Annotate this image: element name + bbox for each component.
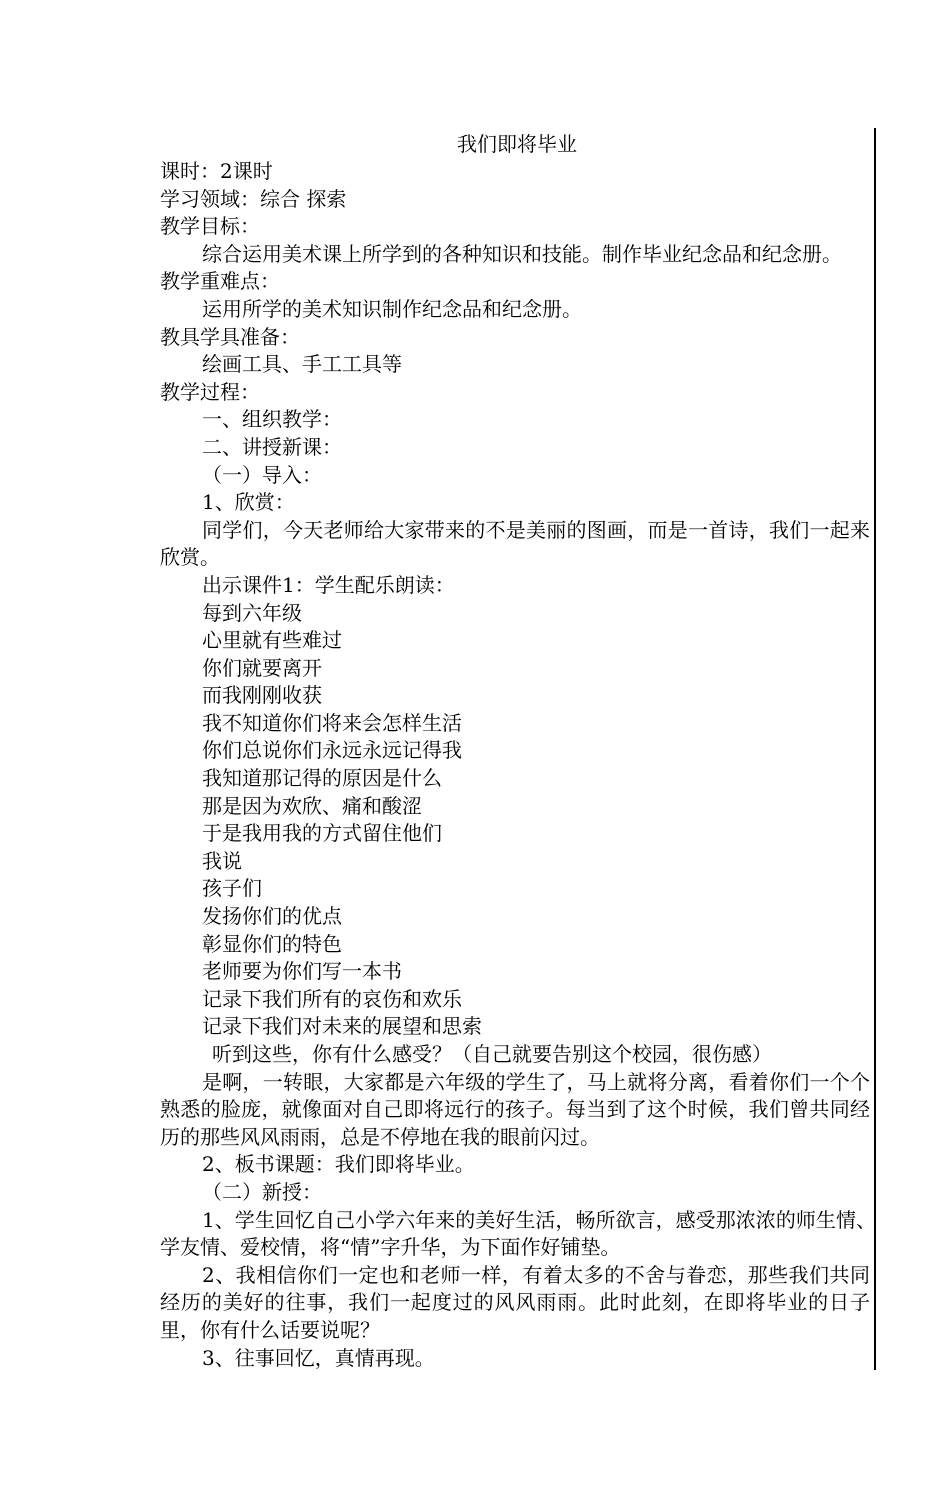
- poem-line: 我说: [202, 848, 242, 873]
- courseware-line: 出示课件1：学生配乐朗读：: [202, 572, 455, 597]
- new-lesson-heading: （二）新授：: [202, 1179, 322, 1204]
- lesson-hours: 课时：2课时: [160, 159, 273, 183]
- new-lesson-item-1: 1、学生回忆自己小学六年来的美好生活，畅所欲言，感受那浓浓的师生情、学友情、爱校情，将“情”字升华，为下面作好铺垫。: [160, 1207, 876, 1260]
- lesson-plan-body: [160, 158, 876, 1372]
- poem-line: 心里就有些难过: [202, 628, 342, 653]
- document-title: 我们即将毕业: [457, 132, 577, 156]
- poem-line: 记录下我们所有的哀伤和欢乐: [202, 986, 462, 1011]
- poem-line: 那是因为欢欣、痛和酸涩: [202, 793, 422, 818]
- reflection-paragraph: 是啊，一转眼，大家都是六年级的学生了，马上就将分离，看着你们一个个熟悉的脸庞，就像面对自己即将远行的孩子。每当到了这个时候，我们曾共同经历的那些风风雨雨，总是不停地在我的眼前闪过。: [160, 1069, 870, 1149]
- poem: [160, 600, 870, 1042]
- poem-line: 我不知道你们将来会怎样生活: [202, 710, 462, 735]
- poem-line: 彰显你们的特色: [202, 931, 342, 956]
- poem-line: 每到六年级: [202, 600, 302, 625]
- materials-text: 绘画工具、手工工具等: [202, 352, 402, 377]
- board-title-line: 2、板书课题：我们即将毕业。: [202, 1152, 475, 1177]
- poem-line: 于是我用我的方式留住他们: [202, 821, 442, 846]
- poem-line: 记录下我们对未来的展望和思索: [202, 1014, 482, 1039]
- key-points-heading: 教学重难点：: [160, 269, 280, 294]
- objectives-text: 综合运用美术课上所学到的各种知识和技能。制作毕业纪念品和纪念册。: [202, 241, 842, 266]
- poem-line: 发扬你们的优点: [202, 904, 342, 929]
- appreciate-heading: 1、欣赏：: [202, 490, 295, 515]
- poem-line: 孩子们: [202, 876, 262, 901]
- poem-line: 老师要为你们写一本书: [202, 959, 402, 984]
- key-points-text: 运用所学的美术知识制作纪念品和纪念册。: [202, 296, 582, 321]
- learning-domain: 学习领域：综合 探索: [160, 186, 347, 211]
- poem-line: 你们总说你们永远永远记得我: [202, 738, 462, 763]
- new-lesson-item-3: 3、往事回忆，真情再现。: [202, 1345, 435, 1370]
- poem-line: 我知道那记得的原因是什么: [202, 766, 442, 791]
- process-heading: 教学过程：: [160, 379, 260, 404]
- step-organize: 一、组织教学：: [202, 407, 342, 432]
- poem-line: 你们就要离开: [202, 655, 322, 680]
- poem-line: 而我刚刚收获: [202, 683, 322, 708]
- table-border-line: [874, 128, 876, 1370]
- intro-heading: （一）导入：: [202, 462, 322, 487]
- new-lesson-item-2: 2、我相信你们一定也和老师一样，有着太多的不舍与眷恋，那些我们共同经历的美好的往事，我们一起度过的风风雨雨。此时此刻，在即将毕业的日子里，你有什么话要说呢？: [160, 1262, 870, 1342]
- question-line: 听到这些，你有什么感受？（自己就要告别这个校园，很伤感）: [212, 1042, 772, 1066]
- materials-heading: 教具学具准备：: [160, 324, 300, 349]
- intro-paragraph: 同学们，今天老师给大家带来的不是美丽的图画，而是一首诗，我们一起来欣赏。: [160, 517, 870, 570]
- objectives-heading: 教学目标：: [160, 214, 260, 239]
- step-teach: 二、讲授新课：: [202, 434, 342, 459]
